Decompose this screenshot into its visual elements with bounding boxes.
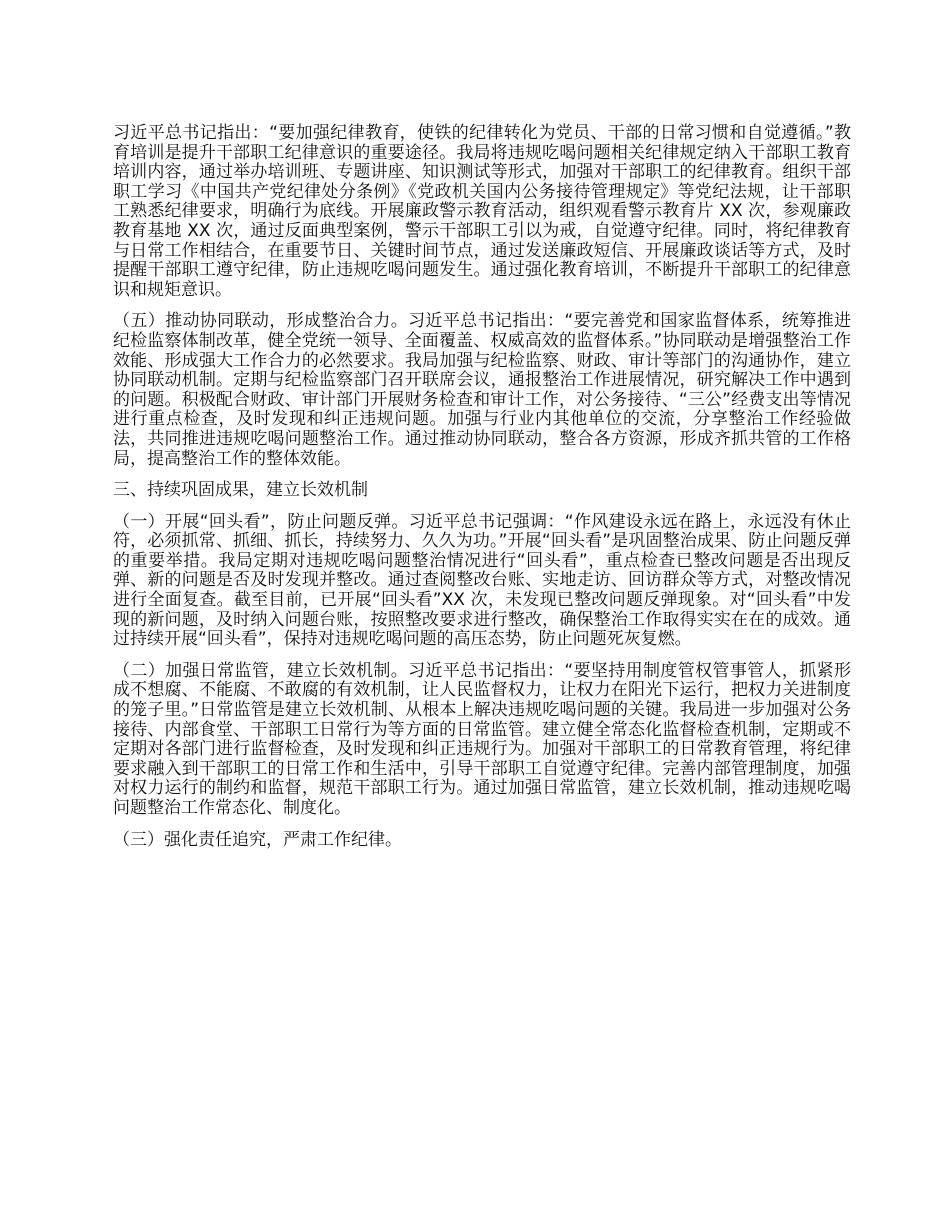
paragraph-daily-supervision: （二）加强日常监管，建立长效机制。习近平总书记指出：“要坚持用制度管权管事管人，抓紧形成不想腐、不能腐、不敢腐的有效机制，让人民监督权力，让权力在阳光下运行，把权力关进制度的笼子里。”日常监管是建立长效机制、从根本上解决违规吃喝问题的关键。我局进一步加强对公务接待、内部食堂、干部职工日常行为等方面的日常监管。建立健全常态化监督检查机制，定期或不定期对各部门进行监督检查，及时发现和纠正违规行为。加强对干部职工的日常教育管理，将纪律要求融入到干部职工的日常工作和生活中，引导干部职工自觉遵守纪律。完善内部管理制度，加强对权力运行的制约和监督，规范干部职工行为。通过加强日常监管，建立长效机制，推动违规吃喝问题整治工作常态化、制度化。 — [113, 660, 851, 818]
paragraph-look-back: （一）开展“回头看”，防止问题反弹。习近平总书记强调：“作风建设永远在路上，永远没有休止符，必须抓常、抓细、抓长，持续努力、久久为功。”开展“回头看”是巩固整治成果、防止问题反弹的重要举措。我局定期对违规吃喝问题整治情况进行“回头看”，重点检查已整改问题是否出现反弹、新的问题是否及时发现并整改。通过查阅整改台账、实地走访、回访群众等方式，对整改情况进行全面复查。截至目前，已开展“回头看”XX 次，未发现已整改问题反弹现象。对“回头看”中发现的新问题，及时纳入问题台账，按照整改要求进行整改，确保整治工作取得实实在在的成效。通过持续开展“回头看”，保持对违规吃喝问题的高压态势，防止问题死灰复燃。 — [113, 511, 851, 650]
section-heading-3: 三、持续巩固成果，建立长效机制 — [113, 480, 368, 501]
paragraph-accountability: （三）强化责任追究，严肃工作纪律。 — [113, 829, 402, 850]
paragraph-coordination: （五）推动协同联动，形成整治合力。习近平总书记指出：“要完善党和国家监督体系，统筹推进纪检监察体制改革，健全党统一领导、全面覆盖、权威高效的监督体系。”协同联动是增强整治工作效能、形成强大工作合力的必然要求。我局加强与纪检监察、财政、审计等部门的沟通协作，建立协同联动机制。定期与纪检监察部门召开联席会议，通报整治工作进展情况，研究解决工作中遇到的问题。积极配合财政、审计部门开展财务检查和审计工作，对公务接待、“三公”经费支出等情况进行重点检查，及时发现和纠正违规问题。加强与行业内其他单位的交流，分享整治工作经验做法，共同推进违规吃喝问题整治工作。通过推动协同联动，整合各方资源，形成齐抓共管的工作格局，提高整治工作的整体效能。 — [113, 311, 851, 469]
document-body — [113, 124, 851, 862]
paragraph-discipline-education: 习近平总书记指出：“要加强纪律教育，使铁的纪律转化为党员、干部的日常习惯和自觉遵循。”教育培训是提升干部职工纪律意识的重要途径。我局将违规吃喝问题相关纪律规定纳入干部职工教育培训内容，通过举办培训班、专题讲座、知识测试等形式，加强对干部职工的纪律教育。组织干部职工学习《中国共产党纪律处分条例》《党政机关国内公务接待管理规定》等党纪法规，让干部职工熟悉纪律要求，明确行为底线。开展廉政警示教育活动，组织观看警示教育片 XX 次，参观廉政教育基地 XX 次，通过反面典型案例，警示干部职工引以为戒，自觉遵守纪律。同时，将纪律教育与日常工作相结合，在重要节日、关键时间节点，通过发送廉政短信、开展廉政谈话等方式，及时提醒干部职工遵守纪律，防止违规吃喝问题发生。通过强化教育培训，不断提升干部职工的纪律意识和规矩意识。 — [113, 123, 851, 300]
